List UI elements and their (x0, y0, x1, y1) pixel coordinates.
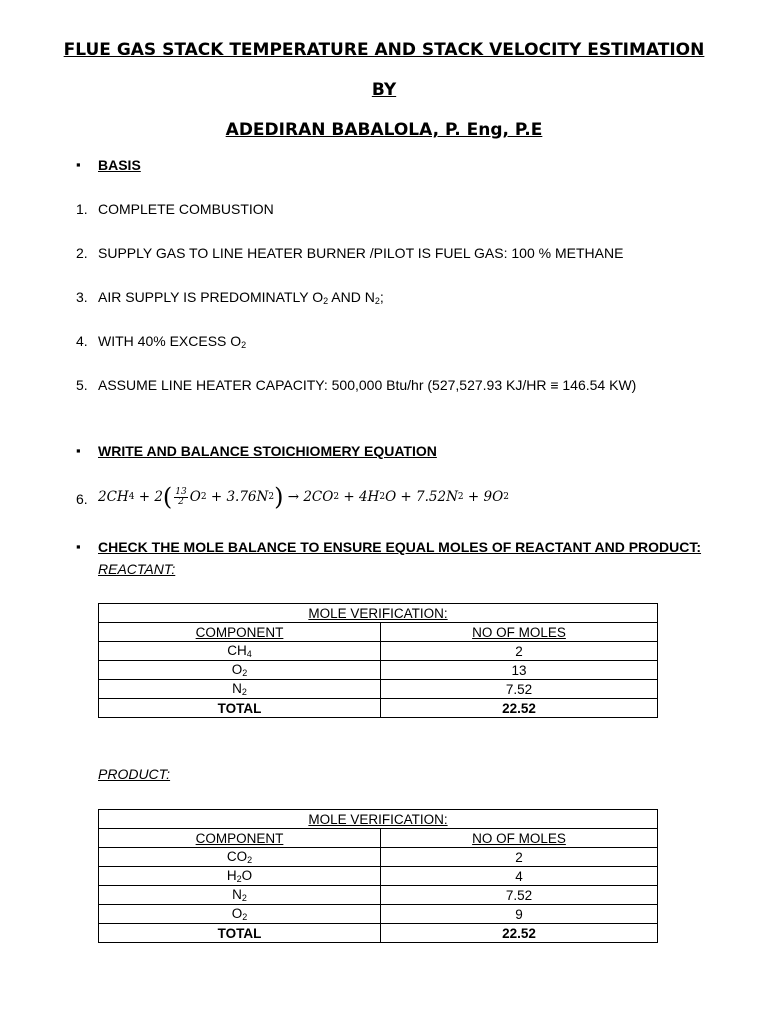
text: CH (227, 643, 247, 658)
item-number: 3. (76, 289, 88, 305)
eq-term: O (189, 489, 201, 505)
subscript: 4 (246, 649, 252, 659)
product-mole-table (98, 809, 658, 943)
column-header-moles: NO OF MOLES (381, 623, 658, 642)
subscript: 2 (457, 492, 464, 502)
moles-cell: 2 (381, 642, 658, 661)
bullet-icon: ▪ (76, 443, 81, 458)
total-row (99, 924, 658, 943)
eq-term: 2CH (98, 489, 129, 505)
text: H (226, 868, 237, 883)
eq-term: → 2CO (283, 489, 334, 505)
stoich-heading: WRITE AND BALANCE STOICHIOMERY EQUATION (98, 443, 437, 459)
component-cell (99, 661, 381, 680)
text: O (241, 868, 253, 883)
bullet-icon: ▪ (76, 157, 81, 172)
denominator: 2 (178, 496, 184, 507)
component-cell (99, 642, 381, 661)
moles-cell: 7.52 (381, 886, 658, 905)
column-header-component: COMPONENT (99, 623, 381, 642)
subscript: 2 (247, 855, 253, 865)
open-paren: ( (162, 483, 173, 511)
total-label: TOTAL (99, 699, 381, 718)
product-label: PRODUCT: (98, 766, 171, 782)
numerator: 13 (175, 486, 187, 497)
component-cell (99, 886, 381, 905)
reactant-mole-table (98, 603, 658, 718)
moles-cell: 13 (381, 661, 658, 680)
component-cell (99, 905, 381, 924)
basis-item-5: ASSUME LINE HEATER CAPACITY: 500,000 Btu/hr (527,527.93 KJ/HR ≡ 146.54 KW) (98, 377, 637, 393)
close-paren: ) (274, 483, 284, 511)
by-line: BY (371, 80, 397, 100)
table-row (99, 886, 658, 905)
table-row (99, 661, 658, 680)
subscript: 2 (379, 492, 386, 502)
text: AND N (328, 289, 375, 305)
text: N (232, 681, 242, 696)
text: AIR SUPPLY IS PREDOMINATLY O (98, 289, 324, 305)
eq-term: + 2 (134, 489, 163, 505)
moles-cell: 7.52 (381, 680, 658, 699)
table-title-row (99, 810, 658, 829)
check-heading: CHECK THE MOLE BALANCE TO ENSURE EQUAL MOLES OF REACTANT AND PRODUCT: (98, 539, 702, 555)
basis-item-3 (98, 289, 384, 306)
column-header-moles: NO OF MOLES (381, 829, 658, 848)
table-row (99, 867, 658, 886)
eq-term: + 4H (339, 489, 380, 505)
basis-item-2: SUPPLY GAS TO LINE HEATER BURNER /PILOT IS FUEL GAS: 100 % METHANE (98, 245, 624, 261)
subscript: 2 (333, 492, 340, 502)
subscript: 2 (268, 492, 275, 502)
subscript: 4 (128, 492, 135, 502)
eq-term: + 9O (463, 489, 504, 505)
table-title: MOLE VERIFICATION: (99, 604, 658, 623)
component-cell (99, 680, 381, 699)
component-cell (99, 867, 381, 886)
author-name: ADEDIRAN BABALOLA, P. Eng, P.E (225, 120, 543, 140)
basis-heading: BASIS (98, 157, 141, 173)
item-number: 1. (76, 201, 88, 217)
text: N (232, 887, 242, 902)
table-title-row (99, 604, 658, 623)
basis-item-1: COMPLETE COMBUSTION (98, 201, 274, 217)
subscript: 2 (242, 668, 248, 678)
item-number: 6. (76, 491, 88, 507)
document-title: FLUE GAS STACK TEMPERATURE AND STACK VELOCITY ESTIMATION (63, 40, 705, 60)
component-cell (99, 848, 381, 867)
item-number: 5. (76, 377, 88, 393)
text: CO (226, 849, 248, 864)
total-row (99, 699, 658, 718)
text: WITH 40% EXCESS O (98, 333, 242, 349)
moles-cell: 2 (381, 848, 658, 867)
subscript: 2 (323, 296, 329, 306)
reactant-label: REACTANT: (98, 561, 176, 577)
subscript: 2 (241, 893, 247, 903)
subscript: 2 (503, 492, 509, 502)
eq-term: O + 7.52N (385, 489, 458, 505)
item-number: 4. (76, 333, 88, 349)
subscript: 2 (200, 492, 207, 502)
total-label: TOTAL (99, 924, 381, 943)
subscript: 2 (242, 912, 248, 922)
table-header-row (99, 623, 658, 642)
subscript: 2 (241, 687, 247, 697)
stoichiometry-equation (98, 483, 509, 511)
moles-cell: 9 (381, 905, 658, 924)
table-row (99, 905, 658, 924)
total-value: 22.52 (381, 924, 658, 943)
fraction (174, 488, 187, 507)
subscript: 2 (241, 340, 247, 350)
table-row (99, 680, 658, 699)
table-row (99, 848, 658, 867)
total-value: 22.52 (381, 699, 658, 718)
table-title: MOLE VERIFICATION: (99, 810, 658, 829)
basis-item-4 (98, 333, 246, 350)
table-row (99, 642, 658, 661)
text: O (231, 906, 243, 921)
text: ; (379, 289, 384, 305)
item-number: 2. (76, 245, 88, 261)
moles-cell: 4 (381, 867, 658, 886)
table-header-row (99, 829, 658, 848)
text: O (231, 662, 243, 677)
subscript: 2 (374, 296, 380, 306)
subscript: 2 (236, 874, 242, 884)
bullet-icon: ▪ (76, 539, 81, 554)
eq-term: + 3.76N (206, 489, 269, 505)
column-header-component: COMPONENT (99, 829, 381, 848)
